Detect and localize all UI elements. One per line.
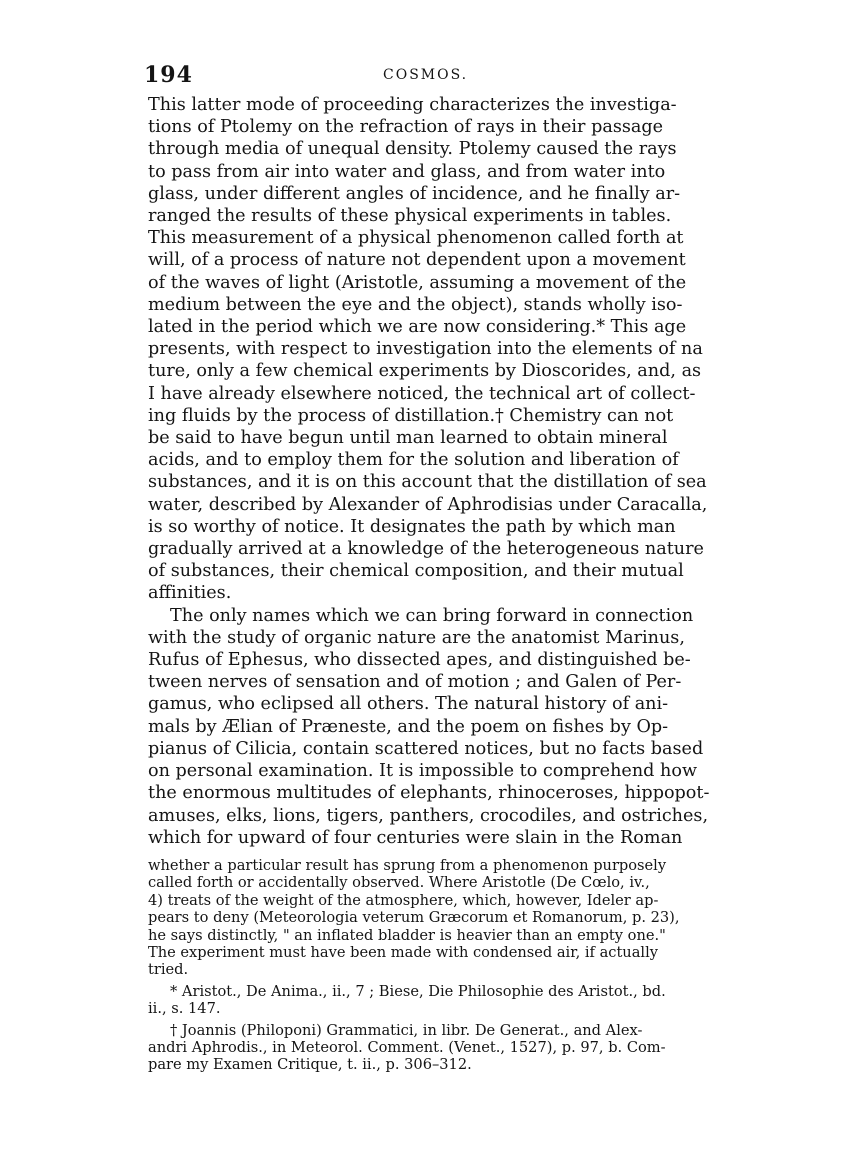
text-line: ture, only a few chemical experiments by Dioscorides, and, as	[148, 361, 702, 382]
text-line: glass, under different angles of incidence, and he finally ar-	[148, 183, 681, 204]
text-line: which for upward of four centuries were slain in the Roman	[148, 827, 683, 848]
text-line: affinities.	[148, 583, 232, 604]
text-line: the enormous multitudes of elephants, rhinoceroses, hippopot-	[148, 783, 710, 804]
text-line: Rufus of Ephesus, who dissected apes, and distinguished be-	[148, 650, 691, 671]
footnote-continued	[148, 857, 708, 979]
text-line: presents, with respect to investigation into the elements of na	[148, 339, 703, 360]
text-line: The only names which we can bring forward in connection	[170, 605, 694, 626]
footnote-line: pears to deny (Meteorologia veterum Græcorum et Romanorum, p. 23),	[148, 909, 680, 927]
text-line: mals by Ælian of Præneste, and the poem on fishes by Op-	[148, 716, 669, 737]
footnote-line: * Aristot., De Anima., ii., 7 ; Biese, Die Philosophie des Aristot., bd.	[170, 982, 666, 1000]
footnote-line: † Joannis (Philoponi) Grammatici, in libr. De Generat., and Alex-	[170, 1021, 643, 1039]
page-header	[144, 60, 708, 94]
text-line: will, of a process of nature not dependent upon a movement	[148, 250, 686, 271]
footnote-line: The experiment must have been made with condensed air, if actually	[148, 943, 658, 961]
text-line: of the waves of light (Aristotle, assuming a movement of the	[148, 272, 687, 293]
text-line: ranged the results of these physical experiments in tables.	[148, 206, 672, 227]
book-page	[144, 60, 710, 1074]
text-line: be said to have begun until man learned to obtain mineral	[148, 428, 668, 449]
footnote-line: he says distinctly, " an inflated bladder is heavier than an empty one."	[148, 926, 666, 944]
text-line: acids, and to employ them for the solution and liberation of	[148, 450, 679, 471]
footnotes	[148, 857, 708, 1074]
text-line: gradually arrived at a knowledge of the heterogeneous nature	[148, 539, 704, 560]
text-line: pianus of Cilicia, contain scattered notices, but no facts based	[148, 738, 704, 759]
footnote-asterisk	[148, 983, 708, 1018]
footnote-dagger	[148, 1022, 708, 1074]
text-line: through media of unequal density. Ptolemy caused the rays	[148, 139, 677, 160]
text-line: I have already elsewhere noticed, the technical art of collect-	[148, 383, 696, 404]
paragraph-1	[148, 94, 708, 605]
footnote-line: ii., s. 147.	[148, 1000, 221, 1018]
text-line: This latter mode of proceeding characterizes the investiga-	[148, 95, 677, 115]
text-line: tween nerves of sensation and of motion ; and Galen of Per-	[148, 672, 682, 693]
footnote-line: andri Aphrodis., in Meteorol. Comment. (Venet., 1527), p. 97, b. Com-	[148, 1038, 666, 1056]
text-line: is so worthy of notice. It designates the path by which man	[148, 516, 676, 537]
text-line: medium between the eye and the object), stands wholly iso-	[148, 294, 683, 315]
page-number: 194	[144, 62, 193, 88]
text-line: on personal examination. It is impossible to comprehend how	[148, 761, 698, 782]
text-line: tions of Ptolemy on the refraction of rays in their passage	[148, 117, 664, 138]
text-line: substances, and it is on this account that the distillation of sea	[148, 472, 707, 493]
running-title: COSMOS.	[383, 67, 469, 83]
paragraph-2	[148, 605, 708, 849]
text-line: of substances, their chemical composition, and their mutual	[148, 561, 684, 582]
footnote-line: called forth or accidentally observed. Where Aristotle (De Cœlo, iv.,	[148, 874, 650, 892]
main-text	[148, 94, 708, 849]
text-line: lated in the period which we are now considering.* This age	[148, 317, 687, 338]
text-line: water, described by Alexander of Aphrodisias under Caracalla,	[148, 494, 708, 515]
text-line: This measurement of a physical phenomenon called forth at	[148, 228, 684, 249]
footnote-line: 4) treats of the weight of the atmosphere, which, however, Ideler ap-	[148, 891, 659, 909]
footnote-line: pare my Examen Critique, t. ii., p. 306–312.	[148, 1056, 472, 1074]
text-line: gamus, who eclipsed all others. The natural history of ani-	[148, 694, 669, 715]
text-line: ing fluids by the process of distillation.† Chemistry can not	[148, 405, 674, 426]
text-line: amuses, elks, lions, tigers, panthers, crocodiles, and ostriches,	[148, 805, 709, 826]
text-line: with the study of organic nature are the anatomist Marinus,	[148, 627, 685, 648]
footnote-line: whether a particular result has sprung from a phenomenon purposely	[148, 856, 667, 874]
text-line: to pass from air into water and glass, and from water into	[148, 161, 666, 182]
footnote-line: tried.	[148, 961, 189, 979]
